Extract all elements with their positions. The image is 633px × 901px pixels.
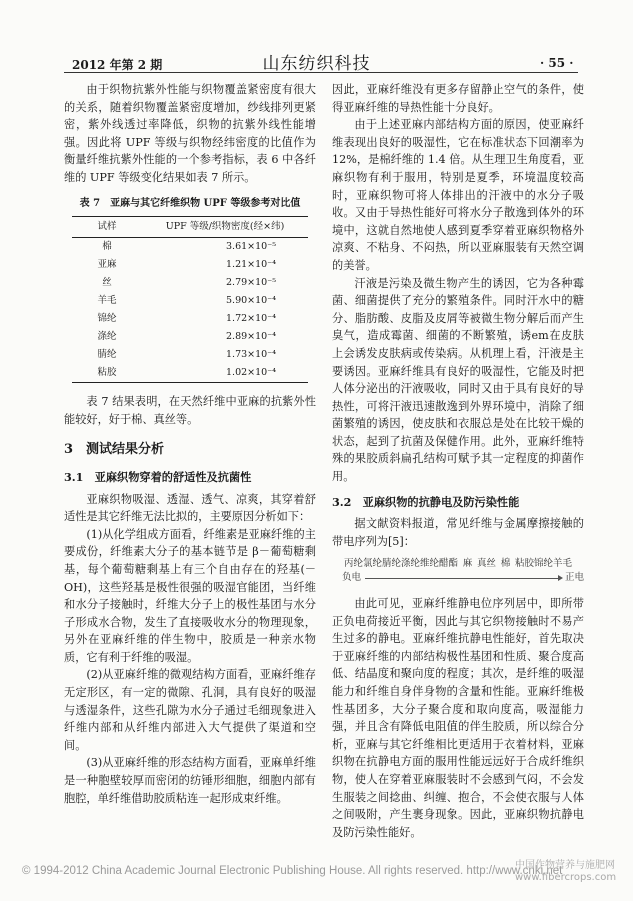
issue-label: 2012 年第 2 期	[72, 58, 163, 72]
paragraph-antibacterial: 汗液是污染及微生物产生的诱因，它为各种霉菌、细菌提供了充分的繁殖条件。同时汗水中的糖分、脂肪酸、皮脂及皮屑等被微生物分解后而产生臭气，造成霉菌、细菌的不断繁殖，诱em在皮肤上会诱发皮肤病或传染病。从机理上看，汗液是主要诱因。亚麻纤维具有良好的吸湿性，它能及时把人体分泌出的汗液吸收，同时又由于具有良好的导热性，可将汗液迅速散逸到外界环境中，消除了细菌繁殖的诱因，使皮肤和衣服总是处在比较干燥的状态，起到了抗菌及保健作用。此外，亚麻纤维特殊的果胶质斜扁孔结构可赋予其一定程度的抑菌作用。	[332, 276, 584, 484]
table-cell-sample: 羊毛	[97, 295, 117, 307]
section-heading: 3 测试结果分析	[64, 442, 165, 458]
table-row	[72, 364, 308, 383]
table-cell-value: 1.72×10⁻⁴	[226, 313, 277, 325]
table-cell-sample: 涤纶	[97, 331, 117, 343]
table-cell-value: 2.89×10⁻⁴	[226, 331, 277, 343]
paragraph-microstructure: (2)从亚麻纤维的微观结构方面看，亚麻纤维存无定形区，有一定的微隙、孔洞，具有良好的吸湿与透湿条件，这些孔隙为水分子通过毛细现象进入纤维内部和从纤维内部进入大气提供了渠道和空间。	[64, 668, 316, 752]
header-rule	[64, 72, 578, 73]
table-row	[72, 292, 308, 310]
table-row	[72, 238, 308, 257]
paragraph-chemical: (1)从化学组成方面看，纤维素是亚麻纤维的主要成份，纤维素大分子的基本链节是 β－葡萄糖剩基，每个葡萄糖剩基上有三个自由存在的羟基(－OH)，这些羟基是极性很强的吸湿官能团，当纤维和水分子接触时，纤维大分子上的极性基团与水分子形成水合物，发生了直接吸收水分的物理现象，另外在亚麻纤维的伴生物中，胶质是一种亲水物质，它有利于纤维的吸湿。	[64, 527, 316, 664]
left-column	[64, 81, 316, 807]
table-row	[72, 310, 308, 328]
series-item: 维纶	[420, 558, 440, 570]
table-row	[72, 328, 308, 346]
journal-title: 山东纺织科技	[262, 54, 371, 74]
series-item: 粘胶	[515, 558, 535, 570]
table-cell-sample: 粘胶	[72, 364, 142, 383]
table-cell-value: 1.02×10⁻⁴	[142, 364, 308, 383]
paragraph-table-result: 表 7 结果表明，在天然纤维中亚麻的抗紫外性能较好，好于棉、真丝等。	[64, 395, 316, 426]
paragraph-intro: 由于织物抗紫外性能与织物覆盖紧密度有很大的关系，随着织物覆盖紧密度增加，纱线排列更紧密，紫外线透过率降低，织物的抗紫外线性能增强。因此将 UPF 等级与织物经纬密度的比值作为衡量纤维抗紫外性能的一个参考指标，表 6 中各纤维的 UPF 等级变化结果如表 7 所示。	[64, 83, 316, 184]
paragraph-triboelectric: 据文献资料报道，常见纤维与金属摩擦接触的带电序列为[5]：	[332, 517, 584, 548]
series-item: 腈纶	[382, 558, 402, 570]
series-item: 棉	[500, 558, 511, 570]
table-header-sample: 试样	[72, 217, 142, 238]
paragraph-antistatic: 由此可见，亚麻纤维静电位序列居中，即所带正负电荷接近平衡，因此与其它织物接触时不易产生过多的静电。亚麻纤维抗静电性能好，首先取决于亚麻纤维的内部结构极性基团和性质、聚合度高低、结晶度和聚向度的程度；其次，是纤维的吸湿能力和纤维自身伴身物的含量和性能。亚麻纤维极性基团多，大分子聚合度和取向度高，吸湿能力强，并且含有降低电阻值的伴生胶质，所以综合分析，亚麻与其它纤维相比更适用于衣着材料，亚麻织物在抗静电方面的服用性能远远好于合成纤维织物，使人在穿着亚麻服装时不会感到气闷，不会发生服装之间捻曲、纠缠、抱合，不会使衣服与人体之间吸附，产生裹身现象。因此，亚麻织物抗静电及防污染性能好。	[332, 597, 584, 839]
subsection-heading-3-2: 3.2 亚麻织物的抗静电及防污染性能	[332, 494, 520, 509]
right-column	[332, 81, 584, 841]
table-cell-sample: 亚麻	[97, 259, 117, 271]
table-cell-sample: 丝	[102, 277, 112, 289]
paragraph-continued: 因此，亚麻纤维没有更多存留静止空气的条件，使得亚麻纤维的导热性能十分良好。	[332, 83, 584, 114]
series-item: 丙纶	[344, 558, 364, 570]
series-item: 麻	[462, 558, 473, 570]
series-item: 氯纶	[363, 558, 383, 570]
table-row	[72, 346, 308, 364]
table-header-ratio: UPF 等级/织物密度(经×纬)	[142, 217, 308, 238]
paragraph-moisture: 由于上述亚麻内部结构方面的原因，使亚麻纤维表现出良好的吸湿性，它在标准状态下回潮率为 12%，是棉纤维的 1.4 倍。从生理卫生角度看，亚麻织物有利于服用，特别是夏季，环境温度较高时，亚麻织物可将人体排出的汗液中的水分子吸收。又由于导热性能好可将水分子散逸到体外的环境中，这就自然地使人感到夏季穿着亚麻织物格外凉爽、不粘身、不闷热，所以亚麻服装有天然空调的美誉。	[332, 118, 584, 272]
negative-label: 负电	[342, 572, 362, 584]
table-cell-value: 1.21×10⁻⁴	[226, 259, 277, 271]
paragraph-morphology: (3)从亚麻纤维的形态结构方面看，亚麻单纤维是一种胞壁较厚而密闭的纺锤形细胞，细胞内部有胞腔，单纤维借助胶质粘连一起形成束纤维。	[64, 756, 316, 805]
watermark-line: 中国作物营养与施肥网	[515, 860, 615, 871]
series-item: 锦纶	[534, 558, 554, 570]
series-item: 醋酯	[439, 558, 459, 570]
table-cell-value: 3.61×10⁻⁵	[226, 241, 277, 253]
copyright-footer: © 1994-2012 China Academic Journal Electronic Publishing House. All rights reserved. http://www.cnki.net	[22, 865, 563, 877]
watermark	[515, 860, 616, 884]
table-cell-sample: 棉	[102, 241, 112, 253]
series-item: 涤纶	[401, 558, 421, 570]
table-cell-sample: 锦纶	[97, 313, 117, 325]
triboelectric-series	[332, 558, 584, 587]
table-cell-value: 2.79×10⁻⁵	[226, 277, 277, 289]
table-cell-value: 5.90×10⁻⁴	[226, 295, 277, 307]
table-row	[72, 256, 308, 274]
table-row	[72, 274, 308, 292]
positive-label: 正电	[564, 572, 584, 584]
series-item: 真丝	[477, 558, 497, 570]
upf-table	[72, 216, 308, 383]
paragraph-comfort: 亚麻织物吸湿、透湿、透气、凉爽，其穿着舒适性是其它纤维无法比拟的，主要原因分析如下：	[64, 492, 316, 524]
subsection-heading-3-1: 3.1 亚麻织物穿着的舒适性及抗菌性	[64, 469, 252, 484]
table-caption: 表 7 亚麻与其它纤维织物 UPF 等级参考对比值	[79, 197, 301, 209]
table-cell-sample: 腈纶	[97, 349, 117, 361]
series-item: 羊毛	[553, 558, 573, 570]
series-arrow	[365, 578, 561, 579]
watermark-url: www.fibercrops.com	[515, 872, 617, 883]
page-number: · 55 ·	[540, 56, 574, 70]
table-cell-value: 1.73×10⁻⁴	[226, 349, 277, 361]
